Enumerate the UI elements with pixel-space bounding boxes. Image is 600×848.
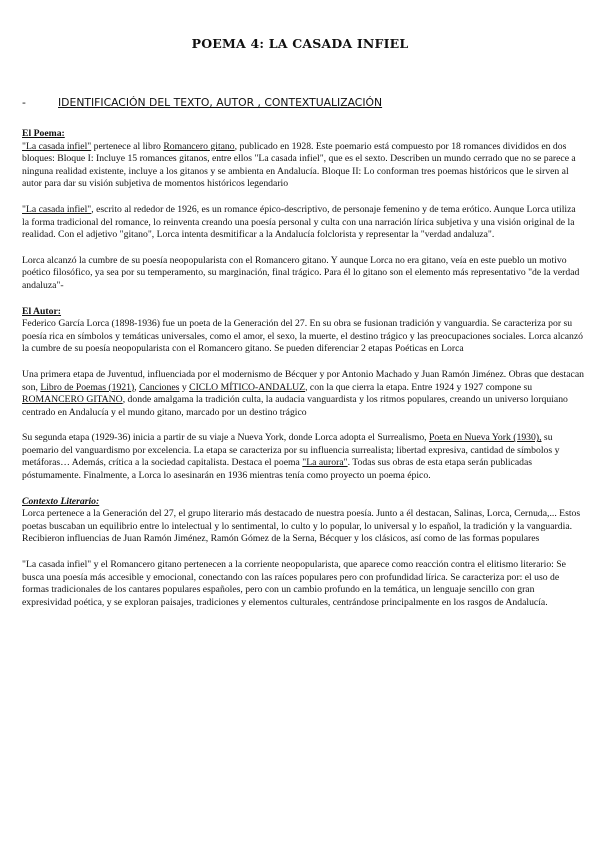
list-dash: - [22, 96, 26, 109]
poema-paragraph-1: "La casada infiel" pertenece al libro Romancero gitano, publicado en 1928. Este poemario está compuesto por 18 romances divididos en dos bloques: Bloque I: Incluye 15 romances gitanos, entre ellos "La casada infiel", que es el sexto. Describen un mundo cerrado que no se parece a ninguna realidad existente, incluye a los gitanos y se ambienta en Andalucía. Bloque II: Lo conforman tres poemas históricos que le sirven al autor para dar su visión subjetiva de momentos históricos legendario [22, 140, 576, 190]
book-title: Poeta en Nueva York (1930), [429, 432, 542, 444]
book-title: ROMANCERO GITANO [22, 394, 123, 406]
book-title: Libro de Poemas (1921) [40, 381, 135, 393]
document-body [22, 128, 584, 622]
autor-paragraph-3: Su segunda etapa (1929-36) inicia a partir de su viaje a Nueva York, donde Lorca adopta el Surrealismo, Poeta en Nueva York (1930), su poemario del vanguardismo por excelencia. La etapa se caracteriza por su influencia surrealista; libertad expresiva, cantidad de símbolos y metáforas… Además, crítica a la sociedad capitalista. Destaca el poema "La aurora". Todas sus obras de esta etapa serán publicadas póstumamente. Finalmente, a Lorca lo asesinarán en 1936 mientras tenía como proyecto un poema épico. [22, 432, 560, 482]
autor-heading: El Autor: [22, 305, 62, 317]
contexto-paragraph-1: Lorca pertenece a la Generación del 27, el grupo literario más destacado de nuestra poesía. Junto a él destacan, Salinas, Lorca, Cernuda,... Estos poetas buscaban un equilibrio entre lo intelectual y lo sentimental, lo culto y lo popular, lo universal y lo español, la tradición y la vanguardia. Recibieron influencias de Juan Ramón Jiménez, Ramón Gómez de la Serna, Bécquer y los clásicos, así como de las formas populares [22, 508, 581, 545]
book-title: Romancero gitano [163, 140, 235, 152]
book-title: CICLO MÍTICO-ANDALUZ, [189, 381, 308, 393]
poem-title: "La aurora" [302, 457, 348, 469]
page-title: POEMA 4: LA CASADA INFIEL [191, 36, 409, 51]
section-heading-text: IDENTIFICACIÓN DEL TEXTO, AUTOR , CONTEXTUALIZACIÓN [58, 96, 383, 109]
autor-paragraph-2: Una primera etapa de Juventud, influenciada por el modernismo de Bécquer y por Antonio Machado y Juan Ramón Jiménez. Obras que destacan son, Libro de Poemas (1921), Canciones y CICLO MÍTICO-ANDALUZ, con la que cierra la etapa. Entre 1924 y 1927 compone su ROMANCERO GITANO, donde amalgama la tradición culta, la audacia vanguardista y los ritmos populares, creando un universo lorquiano centrado en Andalucía y el mundo gitano, marcado por un destino trágico [22, 368, 584, 418]
poema-paragraph-2: "La casada infiel", escrito al rededor de 1926, es un romance épico-descriptivo, de personaje femenino y de tema erótico. Aunque Lorca utiliza la forma tradicional del romance, lo reinventa creando una poesía personal y culta con una narración lírica subjetiva y una visión original de la realidad. Con el adjetivo "gitano", Lorca intenta desmitificar a la Andalucía folclorista y representar la "verdad andaluza". [22, 203, 576, 241]
contexto-heading: Contexto Literario: [22, 495, 100, 507]
poema-paragraph-3: Lorca alcanzó la cumbre de su poesía neopopularista con el Romancero gitano. Y aunque Lorca no era gitano, veía en este pueblo un motivo poético filosófico, ya sea por su temperamento, su marginación, final trágico. Para él lo gitano son el elemento más representativo "de la verdad andaluza"- [22, 254, 580, 291]
poem-title-link: "La casada infiel" [22, 203, 92, 215]
autor-paragraph-1: Federico García Lorca (1898-1936) fue un poeta de la Generación del 27. En su obra se fusionan tradición y vanguardia. Se caracteriza por su poesía rica en símbolos y temáticas universales, como el amor, el sexo, la muerte, el destino trágico y las preocupaciones sociales. Lorca alcanzó la cumbre de su poesía neopopularista con el Romancero gitano. Se pueden diferenciar 2 etapas Poéticas en Lorca [22, 318, 584, 355]
section-heading [22, 96, 582, 109]
contexto-paragraph-2: "La casada infiel" y el Romancero gitano pertenecen a la corriente neopopularista, que aparece como reacción contra el elitismo literario: Se busca una poesía más accesible y emocional, conectando con las raíces populares pero con profundidad lírica. Se caracteriza por: el uso de formas tradicionales de los cantares populares españoles, pero con un cambio profundo en la temática, un lenguaje sencillo con gran expresividad poética, y se exploran paisajes, tradiciones y elementos culturales, centrándose principalmente en los rasgos de Andalucía. [22, 559, 566, 608]
poem-title-link: "La casada infiel" [22, 140, 92, 152]
book-title: Canciones [139, 381, 180, 393]
poema-heading: El Poema: [22, 128, 65, 139]
